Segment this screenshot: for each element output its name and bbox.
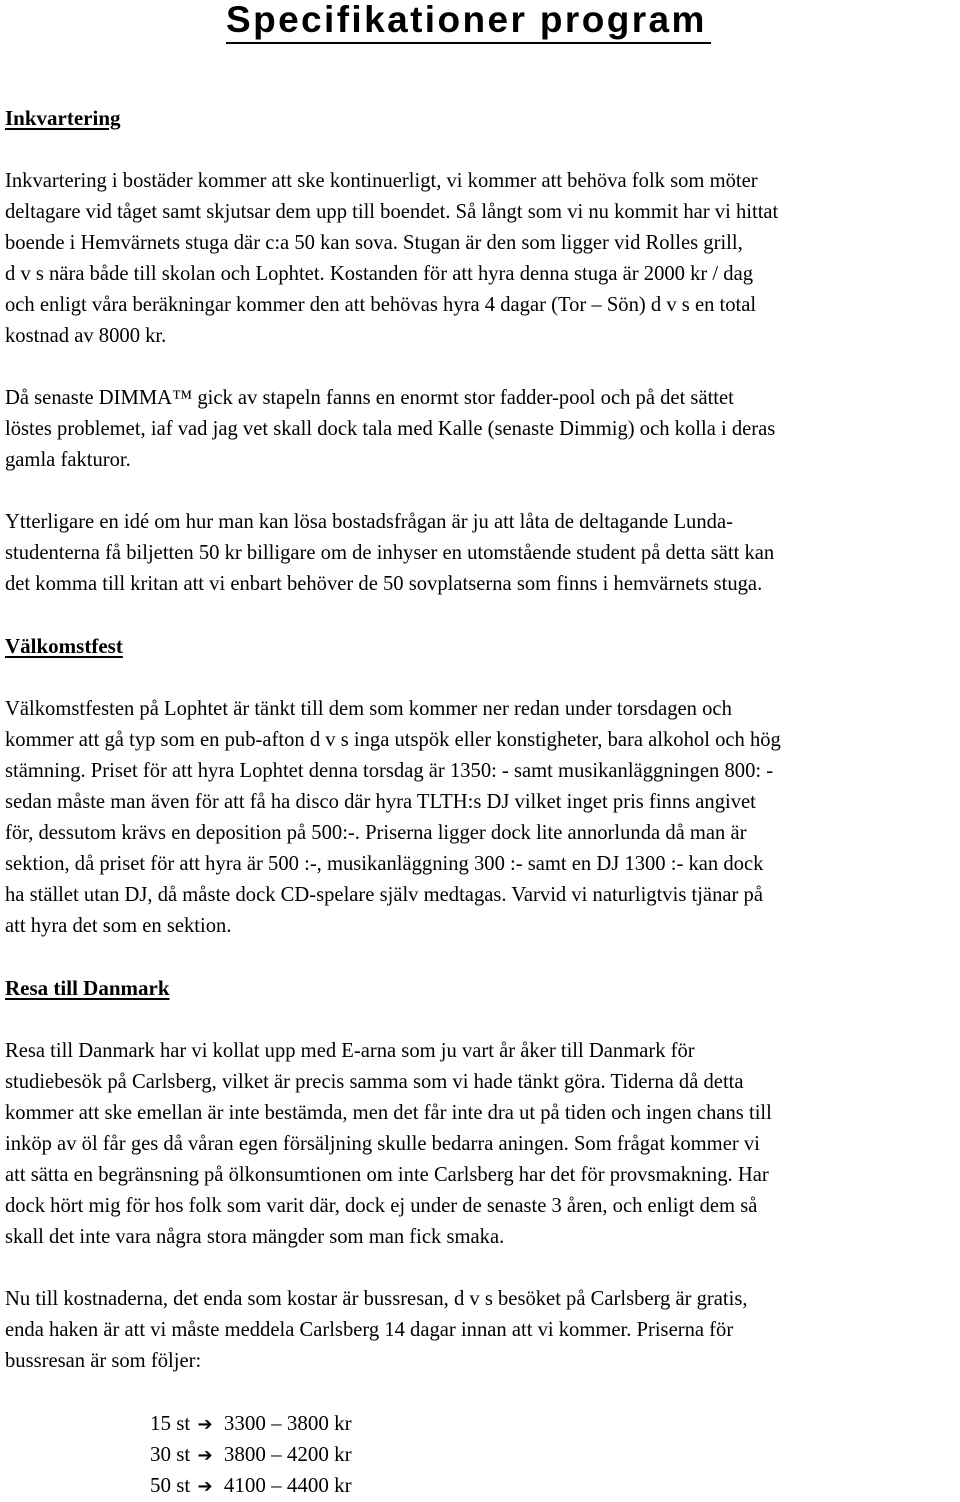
text-line: Nu till kostnaderna, det enda som kostar är bussresan, d v s besöket på Carlsberg är gratis,: [5, 1288, 748, 1310]
text-line: gamla fakturor.: [5, 449, 131, 471]
paragraph: [5, 507, 960, 600]
group-size: 50 st: [150, 1473, 191, 1497]
text-line: deltagare vid tåget samt skjutsar dem upp till boendet. Så långt som vi nu kommit har vi hittat: [5, 201, 779, 223]
bus-price-list: [5, 1408, 960, 1501]
text-line: dock hört mig för hos folk som varit där, dock ej under de senaste 3 åren, och enligt dem så: [5, 1195, 758, 1217]
group-size: 15 st: [150, 1411, 191, 1435]
text-line: d v s nära både till skolan och Lophtet. Kostanden för att hyra denna stuga är 2000 kr / dag: [5, 263, 754, 285]
text-line: Ytterligare en idé om hur man kan lösa bostadsfrågan är ju att låta de deltagande Lunda-: [5, 511, 733, 533]
text-line: kommer att ske emellan är inte bestämda, men det får inte dra ut på tiden och ingen chans till: [5, 1102, 772, 1124]
text-line: kommer att gå typ som en pub-afton d v s inga utspök eller konstigheter, bara alkohol och hög: [5, 729, 781, 751]
price-list-item: [150, 1408, 960, 1439]
page-title: Specifikationer program: [226, 0, 711, 44]
text-line: boende i Hemvärnets stuga där c:a 50 kan sova. Stugan är den som ligger vid Rolles grill,: [5, 232, 743, 254]
section-heading-resa-till-danmark: Resa till Danmark: [5, 976, 170, 1000]
text-line: Inkvartering i bostäder kommer att ske kontinuerligt, vi kommer att behöva folk som möter: [5, 170, 758, 192]
paragraph: [5, 383, 960, 476]
document-body: [5, 103, 960, 1501]
right-arrow-icon: ➔: [197, 1476, 213, 1497]
text-line: Då senaste DIMMA™ gick av stapeln fanns en enormt stor fadder-pool och på det sättet: [5, 387, 734, 409]
text-line: och enligt våra beräkningar kommer den att behövas hyra 4 dagar (Tor – Sön) d v s en total: [5, 294, 757, 316]
text-line: sektion, då priset för att hyra är 500 :-, musikanläggning 300 :- samt en DJ 1300 :- kan dock: [5, 853, 764, 875]
text-line: för, dessutom krävs en deposition på 500:-. Priserna ligger dock lite annorlunda då man är: [5, 822, 747, 844]
text-line: stämning. Priset för att hyra Lophtet denna torsdag är 1350: - samt musikanläggningen 800: -: [5, 760, 774, 782]
paragraph: [5, 694, 960, 942]
price-list-item: [150, 1439, 960, 1470]
section-heading-valkomstfest: Välkomstfest: [5, 634, 123, 658]
text-line: studiebesök på Carlsberg, vilket är precis samma som vi hade tänkt göra. Tiderna då detta: [5, 1071, 744, 1093]
text-line: kostnad av 8000 kr.: [5, 325, 167, 347]
text-line: bussresan är som följer:: [5, 1350, 202, 1372]
text-line: enda haken är att vi måste meddela Carlsberg 14 dagar innan att vi kommer. Priserna för: [5, 1319, 734, 1341]
text-line: inköp av öl får ges då våran egen försäljning skulle bedarra aningen. Som frågat kommer vi: [5, 1133, 760, 1155]
text-line: att hyra det som en sektion.: [5, 915, 232, 937]
group-size: 30 st: [150, 1442, 191, 1466]
text-line: att sätta en begränsning på ölkonsumtionen om inte Carlsberg har det för provsmakning. Har: [5, 1164, 769, 1186]
text-line: skall det inte vara några stora mängder som man fick smaka.: [5, 1226, 505, 1248]
paragraph: [5, 1036, 960, 1253]
text-line: sedan måste man även för att få ha disco där hyra TLTH:s DJ vilket inget pris finns angivet: [5, 791, 756, 813]
right-arrow-icon: ➔: [197, 1414, 213, 1435]
price-list-item: [150, 1470, 960, 1501]
text-line: det komma till kritan att vi enbart behöver de 50 sovplatserna som finns i hemvärnets stuga.: [5, 573, 763, 595]
price-range: 3300 – 3800 kr: [223, 1411, 352, 1435]
paragraph: [5, 1284, 960, 1377]
price-range: 3800 – 4200 kr: [223, 1442, 352, 1466]
paragraph: [5, 166, 960, 352]
text-line: ha stället utan DJ, då måste dock CD-spelare själv medtagas. Varvid vi naturligtvis tjänar på: [5, 884, 763, 906]
section-heading-inkvartering: Inkvartering: [5, 106, 121, 130]
text-line: studenterna få biljetten 50 kr billigare om de inhyser en utomstående student på detta sätt kan: [5, 542, 775, 564]
text-line: löstes problemet, iaf vad jag vet skall dock tala med Kalle (senaste Dimmig) och kolla i deras: [5, 418, 776, 440]
price-range: 4100 – 4400 kr: [223, 1473, 352, 1497]
text-line: Välkomstfesten på Lophtet är tänkt till dem som kommer ner redan under torsdagen och: [5, 698, 732, 720]
right-arrow-icon: ➔: [197, 1445, 213, 1466]
text-line: Resa till Danmark har vi kollat upp med E-arna som ju vart år åker till Danmark för: [5, 1040, 695, 1062]
